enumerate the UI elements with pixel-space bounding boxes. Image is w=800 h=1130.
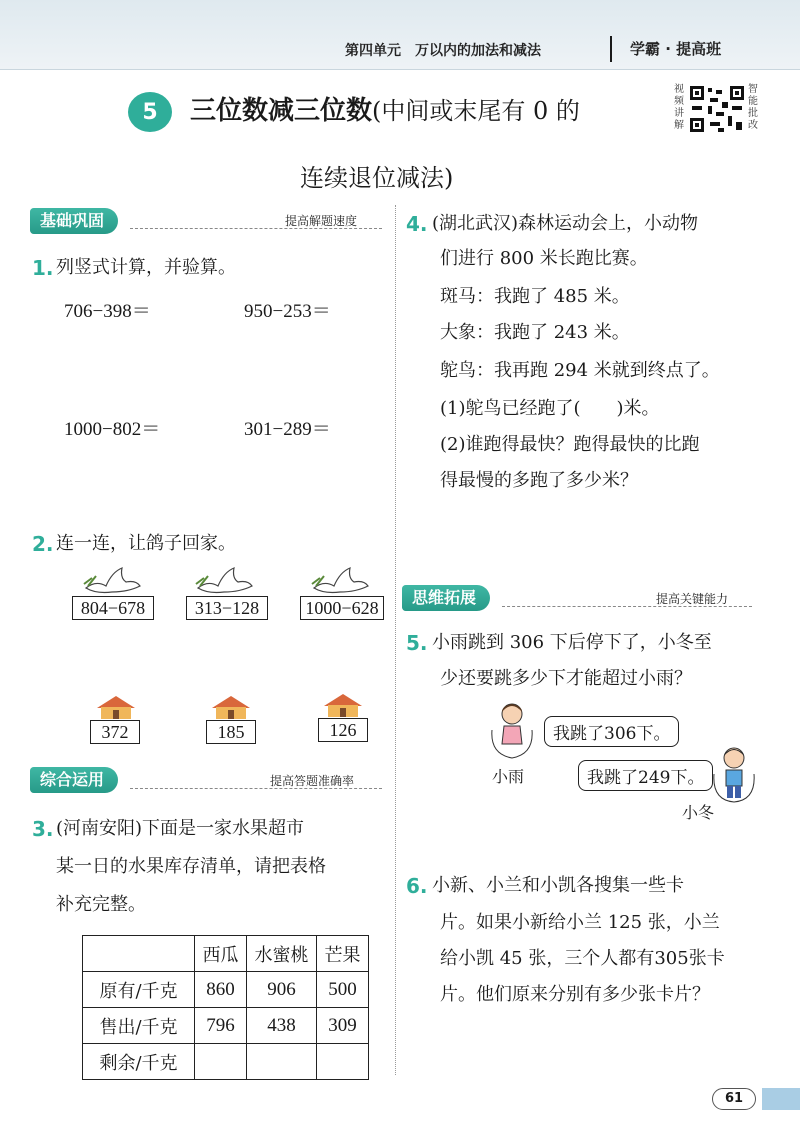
q6-line-3: 给小凯 45 张，三个人都有305张卡 <box>440 948 725 969</box>
brand-label: 学霸 · 提高班 <box>630 40 722 58</box>
q5-line-2: 少还要跳多少下才能超过小雨？ <box>440 668 692 689</box>
house-answer-2[interactable]: 185 <box>206 720 256 744</box>
name-xiaodong: 小冬 <box>682 803 715 822</box>
pigeon-icon <box>310 564 370 596</box>
q3-line-1: (河南安阳)下面是一家水果超市 <box>56 818 305 839</box>
q4-line-5: 鸵鸟：我再跑 294 米就到终点了。 <box>440 360 720 381</box>
section-tag-basic: 基础巩固 <box>30 208 118 234</box>
answer-cell[interactable] <box>247 1044 317 1080</box>
speech-bubble-xiaoyu: 我跳了306下。 <box>544 716 679 747</box>
q1-text: 列竖式计算，并验算。 <box>56 257 236 278</box>
q6-number: 6. <box>406 874 428 898</box>
answer-cell[interactable] <box>317 1044 369 1080</box>
lesson-number-badge: 5 <box>128 92 172 132</box>
house-icon <box>93 694 139 720</box>
lesson-title-main: 三位数减三位数 <box>190 96 373 126</box>
q4-line-7: (2)谁跑得最快？跑得最快的比跑 <box>440 434 700 455</box>
table-cell: 309 <box>317 1008 369 1044</box>
qr-label-right: 智能批改 <box>748 84 758 131</box>
section-note-thinking: 提高关键能力 <box>656 592 729 606</box>
section-note-combined: 提高答题准确率 <box>270 774 355 788</box>
table-cell: 906 <box>247 972 317 1008</box>
lesson-title <box>190 90 580 127</box>
header-separator <box>610 36 612 62</box>
stock-table <box>82 935 369 1080</box>
q5-number: 5. <box>406 631 428 655</box>
house-icon <box>208 694 254 720</box>
lesson-title-sub2: 连续退位减法) <box>300 164 454 192</box>
qr-label-left: 视频讲解 <box>674 84 684 131</box>
house-answer-3[interactable]: 126 <box>318 718 368 742</box>
speech-bubble-xiaodong: 我跳了249下。 <box>578 760 713 791</box>
q4-line-6: (1)鸵鸟已经跑了( )米。 <box>440 398 660 419</box>
table-row <box>83 1044 369 1080</box>
q5-line-1: 小雨跳到 306 下后停下了，小冬至 <box>432 632 712 653</box>
house-icon <box>320 692 366 718</box>
q1-item-1: 706−398＝ <box>64 301 151 322</box>
q4-line-3: 斑马：我跑了 485 米。 <box>440 286 630 307</box>
row-label: 剩余/千克 <box>83 1044 195 1080</box>
q1-number: 1. <box>32 256 54 280</box>
q4-line-4: 大象：我跑了 243 米。 <box>440 322 630 343</box>
table-header: 水蜜桃 <box>247 936 317 972</box>
qr-code-icon <box>688 84 746 134</box>
table-row <box>83 936 369 972</box>
table-cell <box>83 936 195 972</box>
q1-item-4: 301−289＝ <box>244 419 331 440</box>
page-number: 61 <box>712 1088 756 1110</box>
lesson-title-sub1: (中间或末尾有 0 的 <box>372 97 580 125</box>
page-tab <box>762 1088 800 1110</box>
row-label: 原有/千克 <box>83 972 195 1008</box>
qr-block[interactable] <box>674 84 760 134</box>
q6-line-4: 片。他们原来分别有多少张卡片？ <box>440 984 710 1005</box>
row-label: 售出/千克 <box>83 1008 195 1044</box>
q6-line-2: 片。如果小新给小兰 125 张，小兰 <box>440 912 720 933</box>
house-answer-1[interactable]: 372 <box>90 720 140 744</box>
q3-number: 3. <box>32 817 54 841</box>
section-tag-combined: 综合运用 <box>30 767 118 793</box>
pigeon-expression-2[interactable]: 313−128 <box>186 596 268 620</box>
name-xiaoyu: 小雨 <box>492 767 525 786</box>
q3-line-3: 补充完整。 <box>56 894 146 915</box>
pigeon-expression-3[interactable]: 1000−628 <box>300 596 384 620</box>
table-cell: 860 <box>195 972 247 1008</box>
q4-line-1: (湖北武汉)森林运动会上，小动物 <box>432 213 699 234</box>
pigeon-icon <box>194 564 254 596</box>
q1-item-2: 950−253＝ <box>244 301 331 322</box>
table-cell: 438 <box>247 1008 317 1044</box>
boy-jumping-rope-icon <box>712 744 756 804</box>
table-header: 芒果 <box>317 936 369 972</box>
girl-jumping-rope-icon <box>488 700 536 760</box>
column-divider <box>395 205 396 1075</box>
q6-line-1: 小新、小兰和小凯各搜集一些卡 <box>432 875 684 896</box>
q4-line-2: 们进行 800 米长跑比赛。 <box>440 248 648 269</box>
section-note-basic: 提高解题速度 <box>285 214 358 228</box>
table-cell: 796 <box>195 1008 247 1044</box>
table-header: 西瓜 <box>195 936 247 972</box>
answer-cell[interactable] <box>195 1044 247 1080</box>
q3-line-2: 某一日的水果库存清单，请把表格 <box>56 856 326 877</box>
table-row <box>83 1008 369 1044</box>
q2-number: 2. <box>32 532 54 556</box>
q4-line-8: 得最慢的多跑了多少米？ <box>440 470 638 491</box>
q1-item-3: 1000−802＝ <box>64 419 161 440</box>
table-cell: 500 <box>317 972 369 1008</box>
q2-text: 连一连，让鸽子回家。 <box>56 533 236 554</box>
section-tag-thinking: 思维拓展 <box>402 585 490 611</box>
pigeon-icon <box>82 564 142 596</box>
unit-title: 第四单元 万以内的加法和减法 <box>345 43 541 59</box>
table-row <box>83 972 369 1008</box>
pigeon-expression-1[interactable]: 804−678 <box>72 596 154 620</box>
q4-number: 4. <box>406 212 428 236</box>
